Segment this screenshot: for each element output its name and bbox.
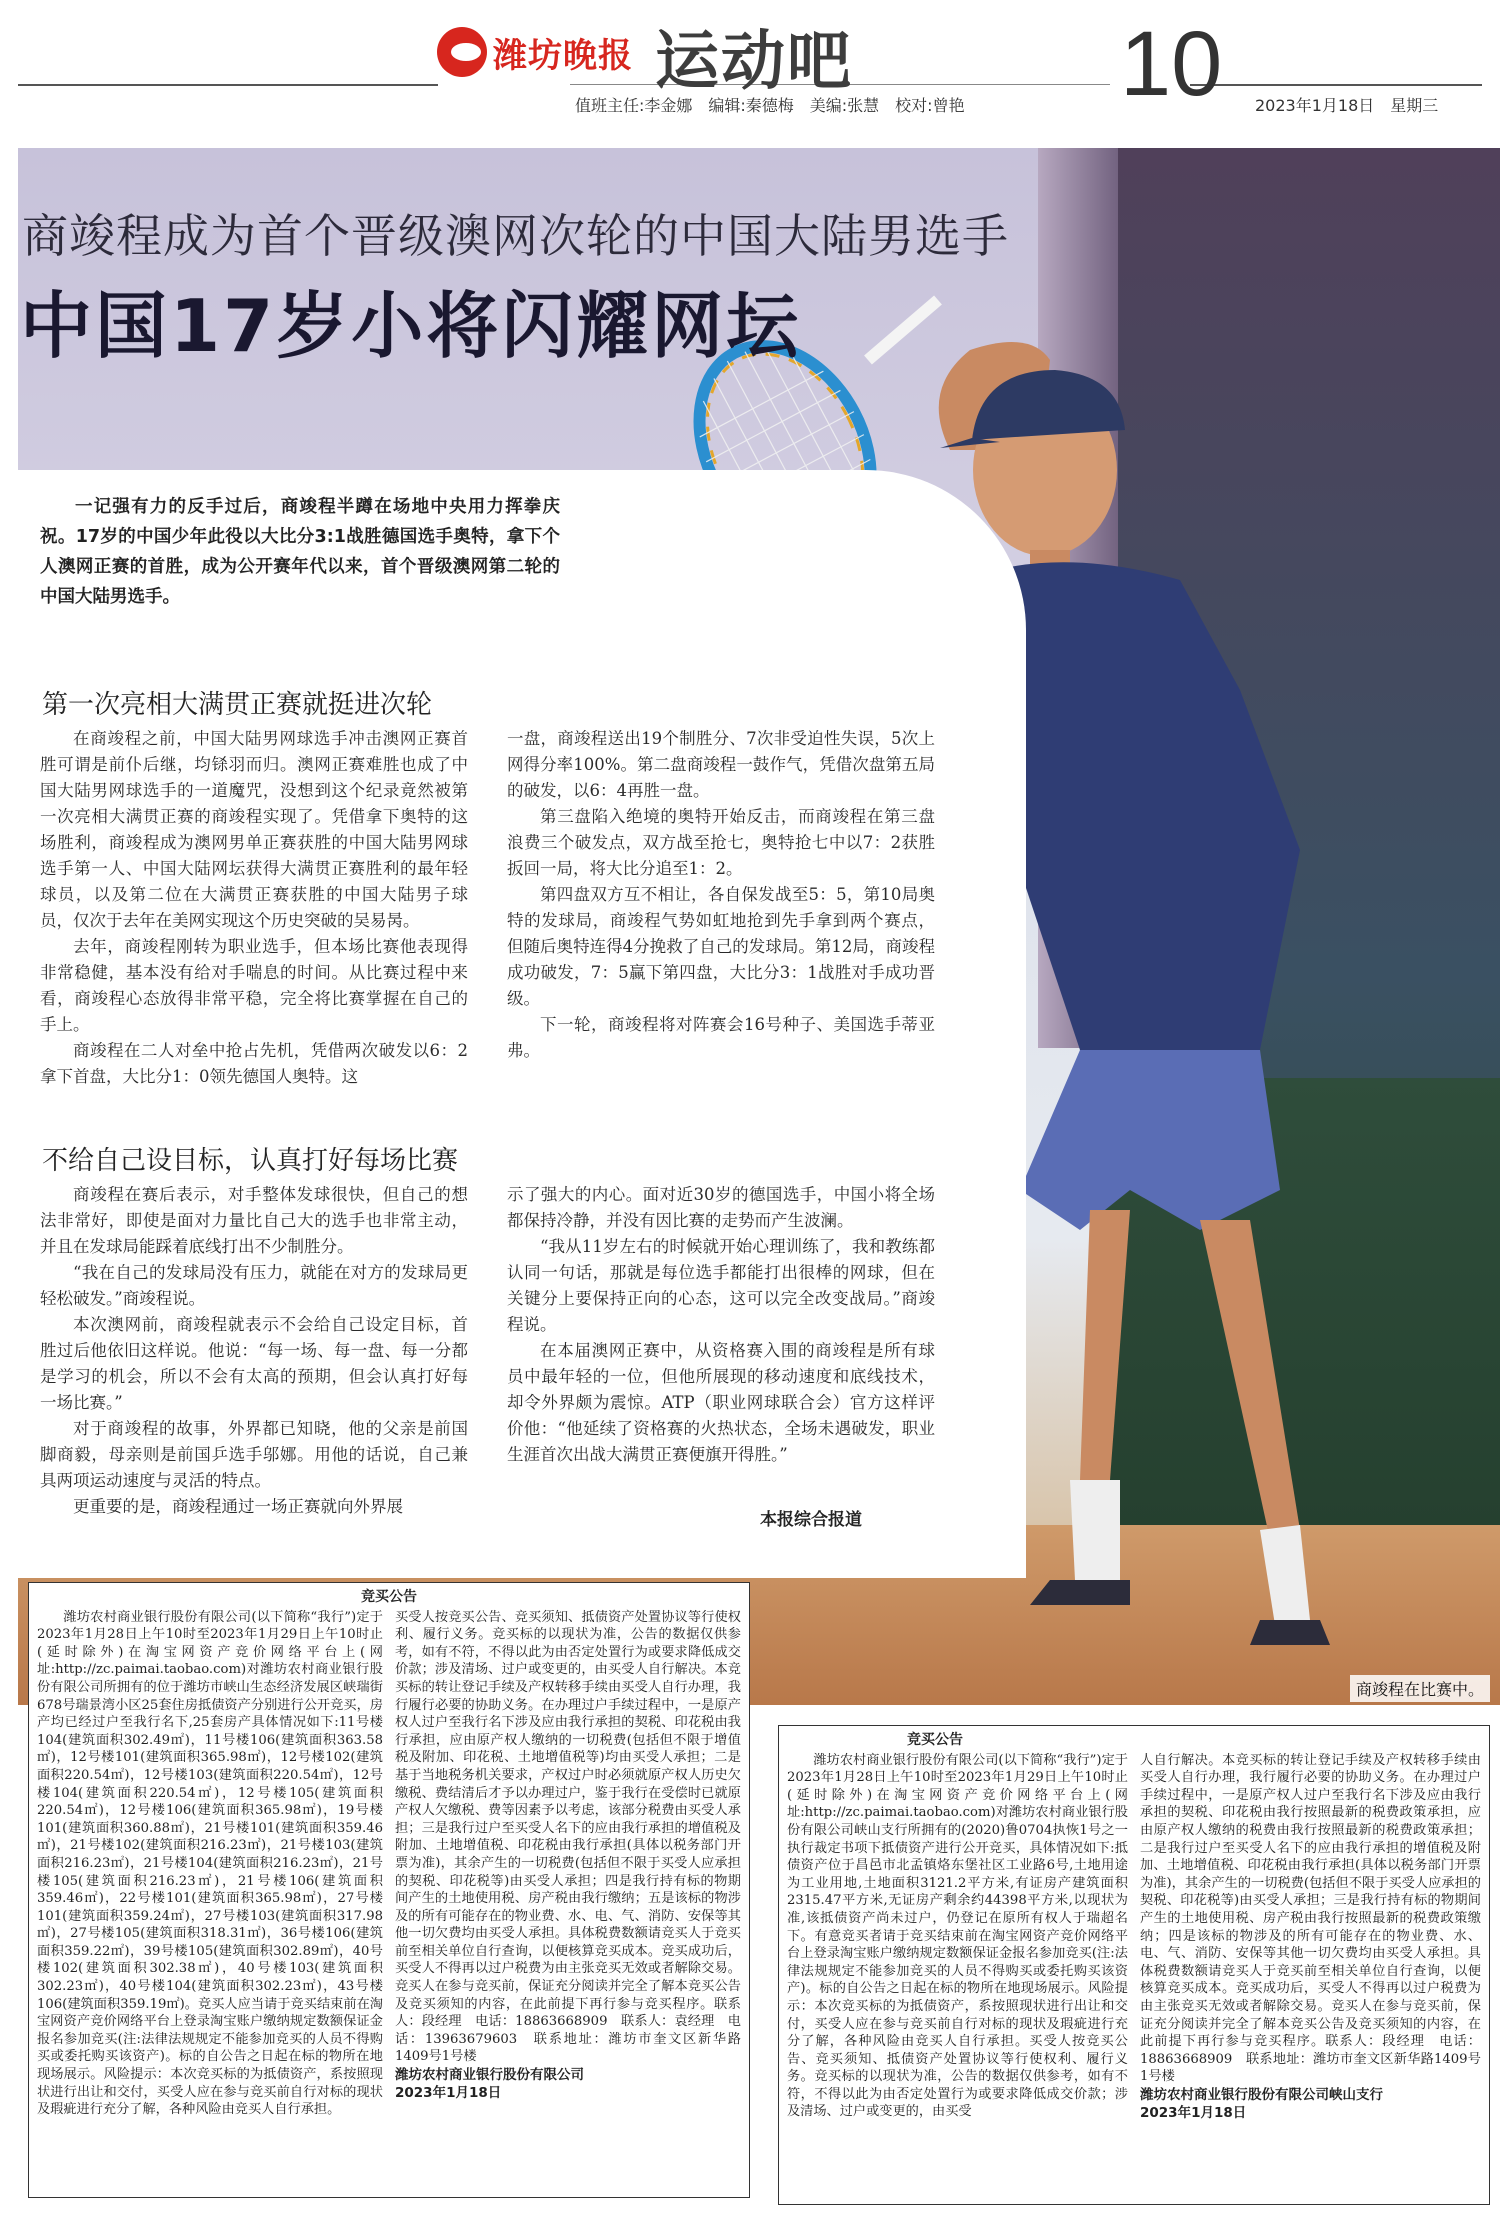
notice-column (1140, 1752, 1481, 2122)
section1-right-column (507, 726, 935, 1064)
section2-left-column (40, 1182, 468, 1520)
paragraph: 一盘，商竣程送出19个制胜分、7次非受迫性失误，5次上网得分率100%。第二盘商竣程一鼓作气，凭借次盘第五局的破发，以6：4再胜一盘。 (507, 729, 935, 800)
paragraph: “我从11岁左右的时候就开始心理训练了，我和教练都认同一句话，那就是每位选手都能打出很棒的网球，但在关键分上要保持正向的心态，这可以完全改变战局。”商竣程说。 (507, 1237, 935, 1334)
paragraph: 在商竣程之前，中国大陆男网球选手冲击澳网正赛首胜可谓是前仆后继，均铩羽而归。澳网正赛难胜也成了中国大陆男网球选手的一道魔咒，没想到这个纪录竟然被第一次亮相大满贯正赛的商竣程实现了。凭借拿下奥特的这场胜利，商竣程成为澳网男单正赛获胜的中国大陆男网球选手第一人、中国大陆网坛获得大满贯正赛胜利的最年轻球员，以及第二位在大满贯正赛获胜的中国大陆男子球员，仅次于去年在美网实现这个历史突破的吴易昺。 (40, 729, 468, 930)
notice-column (787, 1752, 1128, 2122)
paper-name: 潍坊晚报 (493, 35, 633, 76)
notice-column (395, 1609, 741, 2119)
section1-heading: 第一次亮相大满贯正赛就挺进次轮 (42, 690, 433, 720)
paragraph: “我在自己的发球局没有压力，就能在对方的发球局更轻松破发。”商竣程说。 (40, 1263, 468, 1308)
notice-text: 潍坊农村商业银行股份有限公司(以下简称“我行”)定于2023年1月28日上午10时至2023年1月29日上午10时止(延时除外)在淘宝网资产竞价网络平台上(网址:http://zc.paimai.taobao.com)对潍坊农村商业银行股份有限公司所拥有的位于潍坊市峡山生态经济发展区峡瑞街678号瑞景湾小区25套住房抵债资产分别进行公开竞买，房产均已经过户至我行名下,25套房产具体情况如下:11号楼104(建筑面积302.49㎡)，11号楼106(建筑面积363.58㎡)，12号楼101(建筑面积365.98㎡)，12号楼102(建筑面积220.54㎡)，12号楼103(建筑面积220.54㎡)，12号楼104(建筑面积220.54㎡)，12号楼105(建筑面积220.54㎡)，12号楼106(建筑面积365.98㎡)，19号楼101(建筑面积360.88㎡)，21号楼101(建筑面积359.46㎡)，21号楼102(建筑面积216.23㎡)，21号楼103(建筑面积216.23㎡)，21号楼104(建筑面积216.23㎡)，21号楼105(建筑面积216.23㎡)，21号楼106(建筑面积359.46㎡)，22号楼101(建筑面积365.98㎡)，27号楼101(建筑面积359.24㎡)，27号楼103(建筑面积317.98㎡)，27号楼105(建筑面积318.31㎡)，36号楼106(建筑面积359.22㎡)，39号楼105(建筑面积302.89㎡)，40号楼102(建筑面积302.38㎡)，40号楼103(建筑面积302.23㎡)，40号楼104(建筑面积302.23㎡)，43号楼106(建筑面积359.19㎡)。竞买人应当请于竞买结束前在淘宝网资产竞价网络平台上登录淘宝账户缴纳规定数额保证金报名参加竞买(注:法律法规规定不能参加竞买的人员不得购买或委托购买该资产)。标的自公告之日起在标的物所在地现场展示。风险提示：本次竞买标的为抵债资产，系按照现状进行出让和交付，买受人应在参与竞买前自行对标的现状及瑕疵进行充分了解，各种风险由竞买人自行承担。 (37, 1609, 383, 2118)
paragraph: 商竣程在二人对垒中抢占先机，凭借两次破发以6：2拿下首盘，大比分1：0领先德国人奥特。这 (40, 1041, 468, 1086)
article-lead: 一记强有力的反手过后，商竣程半蹲在场地中央用力挥拳庆祝。17岁的中国少年此役以大比分3:1战胜德国选手奥特，拿下个人澳网正赛的首胜，成为公开赛年代以来，首个晋级澳网第二轮的中国大陆男选手。 (40, 497, 560, 607)
paragraph: 去年，商竣程刚转为职业选手，但本场比赛他表现得非常稳健，基本没有给对手喘息的时间。从比赛过程中来看，商竣程心态放得非常平稳，完全将比赛掌握在自己的手上。 (40, 937, 468, 1034)
article-title: 中国17岁小将闪耀网坛 (20, 284, 802, 368)
notice-columns (37, 1609, 741, 2119)
notice-title: 竞买公告 (361, 1589, 417, 1605)
section2-heading: 不给自己设目标，认真打好每场比赛 (42, 1146, 459, 1176)
notice-date: 2023年1月18日 (395, 2085, 502, 2102)
notice-column (37, 1609, 383, 2119)
photo-caption: 商竣程在比赛中。 (1350, 1675, 1490, 1702)
notice-date: 2023年1月18日 (1140, 2104, 1247, 2121)
staff-credits: 值班主任:李金娜 编辑:秦德梅 美编:张慧 校对:曾艳 (575, 96, 965, 115)
byline: 本报综合报道 (760, 1510, 862, 1530)
paragraph: 更重要的是，商竣程通过一场正赛就向外界展 (73, 1497, 403, 1516)
paragraph: 下一轮，商竣程将对阵赛会16号种子、美国选手蒂亚弗。 (507, 1015, 935, 1060)
notice-columns (787, 1752, 1481, 2122)
section2-right-column (507, 1182, 935, 1468)
issue-date: 2023年1月18日 星期三 (1255, 96, 1439, 115)
auction-notice-1 (28, 1582, 750, 2198)
paragraph: 第四盘双方互不相让，各自保发战至5：5，第10局奥特的发球局，商竣程气势如虹地抢到先手拿到两个赛点，但随后奥特连得4分挽救了自己的发球局。第12局，商竣程成功破发，7：5赢下第四盘，大比分3：1战胜对手成功晋级。 (507, 885, 935, 1008)
section-name: 运动吧 (655, 25, 853, 99)
notice-title: 竞买公告 (907, 1732, 963, 1748)
paragraph: 第三盘陷入绝境的奥特开始反击，而商竣程在第三盘浪费三个破发点，双方战至抢七，奥特抢七中以7：2获胜扳回一局，将大比分追至1：2。 (507, 807, 935, 878)
notice-signature: 潍坊农村商业银行股份有限公司 (395, 2067, 584, 2084)
paragraph: 在本届澳网正赛中，从资格赛入围的商竣程是所有球员中最年轻的一位，但他所展现的移动速度和底线技术，却令外界颇为震惊。ATP（职业网球联合会）官方这样评价他：“他延续了资格赛的火热状态，全场未遇破发，职业生涯首次出战大满贯正赛便旗开得胜。” (507, 1341, 935, 1464)
page-number: 10 (1120, 13, 1223, 115)
notice-signature: 潍坊农村商业银行股份有限公司峡山支行 (1140, 2086, 1383, 2103)
paragraph: 示了强大的内心。面对近30岁的德国选手，中国小将全场都保持冷静，并没有因比赛的走势而产生波澜。 (507, 1185, 935, 1230)
paragraph: 商竣程在赛后表示，对手整体发球很快，但自己的想法非常好，即使是面对力量比自己大的选手也非常主动，并且在发球局能踩着底线打出不少制胜分。 (40, 1185, 468, 1256)
paragraph: 本次澳网前，商竣程就表示不会给自己设定目标，首胜过后他依旧这样说。他说：“每一场、每一盘、每一分都是学习的机会，所以不会有太高的预期，但会认真打好每一场比赛。” (40, 1315, 468, 1412)
notice-text: 买受人按竞买公告、竞买须知、抵债资产处置协议等行使权利、履行义务。竞买标的以现状为准，公告的数据仅供参考，如有不符，不得以此为由否定处置行为或要求降低成交价款；涉及清场、过户或变更的，由买受人自行解决。本竞买标的转让登记手续及产权转移手续由买受人自行办理，我行履行必要的协助义务。在办理过户手续过程中，一是原产权人过户至我行名下涉及应由我行承担的契税、印花税由我行承担，应由原产权人缴纳的一切税费(包括但不限于增值税及附加、印花税、土地增值税等)均由买受人承担；二是基于当地税务机关要求，产权过户时必须就原产权人历史欠缴税、费结清后才予以办理过户，鉴于我行在受偿时已就原产权人欠缴税、费等因素予以考虑，该部分税费由买受人承担；三是我行过户至买受人名下的应由我行承担的增值税及附加、土地增值税、印花税由我行承担(具体以税务部门开票为准)，其余产生的一切税费(包括但不限于买受人应承担的契税、印花税等)由买受人承担；四是我行持有标的物期间产生的土地使用税、房产税由我行缴纳；五是该标的物涉及的所有可能存在的物业费、水、电、气、消防、安保等其他一切欠费均由买受人承担。具体税费数额请竞买人于竞买前至相关单位自行查询，以便核算竞买成本。竞买成功后，买受人不得再以过户税费为由主张竞买无效或者解除交易。竞买人在参与竞买前，保证充分阅读并完全了解本竞买公告及竞买须知的内容，在此前提下再行参与竞买程序。联系人：段经理 电话：18863668909 联系人：袁经理 电话：13963679603 联系地址：潍坊市奎文区新华路1409号1号楼 (395, 1609, 741, 2065)
header-rule-left (18, 84, 438, 86)
newspaper-logo (437, 22, 657, 82)
article-subtitle: 商竣程成为首个晋级澳网次轮的中国大陆男选手 (22, 209, 1009, 263)
header-rule-right (1190, 84, 1482, 86)
notice-text: 人自行解决。本竞买标的转让登记手续及产权转移手续由买受人自行办理，我行履行必要的协助义务。在办理过户手续过程中，一是原产权人过户至我行名下涉及应由我行承担的契税、印花税由我行按照最新的税费政策承担，应由原产权人缴纳的税费由我行按照最新的税费政策承担；二是我行过户至买受人名下的应由我行承担的增值税及附加、土地增值税、印花税由我行承担(具体以税务部门开票为准)，其余产生的一切税费(包括但不限于买受人应承担的契税、印花税等)由买受人承担；三是我行持有标的物期间产生的土地使用税、房产税由我行按照最新的税费政策缴纳；四是该标的物涉及的所有可能存在的物业费、水、电、气、消防、安保等其他一切欠费均由买受人承担。具体税费数额请竞买人于竞买前至相关单位自行查询，以便核算竞买成本。竞买成功后，买受人不得再以过户税费为由主张竞买无效或者解除交易。竞买人在参与竞买前，保证充分阅读并完全了解本竞买公告及竞买须知的内容，在此前提下再行参与竞买程序。联系人：段经理 电话：18863668909 联系地址：潍坊市奎文区新华路1409号1号楼 (1140, 1752, 1481, 2085)
auction-notice-2 (778, 1725, 1490, 2205)
section1-left-column (40, 726, 468, 1090)
logo-mark-icon (437, 27, 487, 77)
notice-text: 潍坊农村商业银行股份有限公司(以下简称“我行”)定于2023年1月28日上午10时至2023年1月29日上午10时止(延时除外)在淘宝网资产竞价网络平台上(网址:http://zc.paimai.taobao.com)对潍坊农村商业银行股份有限公司峡山支行所拥有的(2020)鲁0704执恢1号之一执行裁定书项下抵债资产进行公开竞买，具体情况如下:抵债资产位于昌邑市北孟镇烙东堡社区工业路6号,土地用途为工业用地,土地面积3121.2平方米,有证房产建筑面积2315.47平方米,无证房产剩余约44398平方米,以现状为准,该抵债资产尚未过户，仍登记在原所有权人于瑞超名下。有意竞买者请于竞买结束前在淘宝网资产竞价网络平台上登录淘宝账户缴纳规定数额保证金报名参加竞买(注:法律法规规定不能参加竞买的人员不得购买或委托购买该资产)。标的自公告之日起在标的物所在地现场展示。风险提示：本次竞买标的为抵债资产，系按照现状进行出让和交付，买受人应在参与竞买前自行对标的现状及瑕疵进行充分了解，各种风险由竞买人自行承担。买受人按竞买公告、竞买须知、抵债资产处置协议等行使权利、履行义务。竞买标的以现状为准，公告的数据仅供参考，如有不符，不得以此为由否定处置行为或要求降低成交价款；涉及清场、过户或变更的，由买受 (787, 1752, 1128, 2120)
paragraph: 对于商竣程的故事，外界都已知晓，他的父亲是前国脚商毅，母亲则是前国乒选手邬娜。用他的话说，自己兼具两项运动速度与灵活的特点。 (40, 1419, 468, 1490)
